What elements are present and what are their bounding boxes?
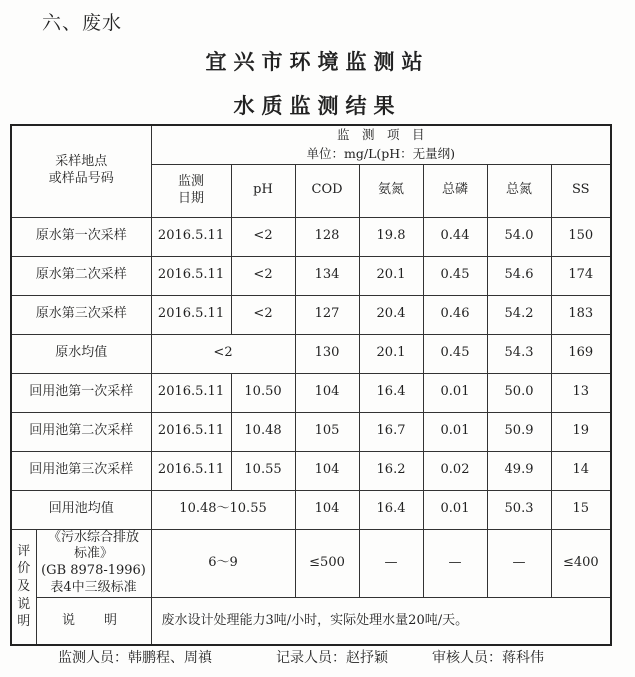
col-header-ss: SS xyxy=(551,164,611,217)
standard-line: (GB 8978-1996) xyxy=(41,563,146,579)
limit-tn: — xyxy=(487,529,551,598)
value-ph: <2 xyxy=(231,256,295,295)
value-nh3n: 20.4 xyxy=(359,295,423,334)
report-title-results: 水质监测结果 xyxy=(233,93,402,118)
value-ss: 19 xyxy=(551,412,611,451)
sample-name: 原水第一次采样 xyxy=(11,217,151,256)
section-heading: 六、废水 xyxy=(42,12,123,34)
value-ss: 13 xyxy=(551,373,611,412)
value-nh3n: 16.7 xyxy=(359,412,423,451)
reviewer-staff: 审核人员：蒋科伟 xyxy=(432,650,544,666)
sample-date: 2016.5.11 xyxy=(151,373,231,412)
limit-tp: — xyxy=(423,529,487,598)
date-header-line1: 监测 xyxy=(178,173,205,189)
standard-line: 标准》 xyxy=(74,546,114,562)
col-header-cod: COD xyxy=(295,164,359,217)
sample-date: 2016.5.11 xyxy=(151,412,231,451)
value-ss: 14 xyxy=(551,451,611,490)
limit-nh3n: — xyxy=(359,529,423,598)
table-row xyxy=(11,373,611,412)
side-label-char: 说 xyxy=(17,596,31,612)
items-title: 监 测 项 目 xyxy=(337,127,425,142)
col-header-tn: 总氮 xyxy=(487,164,551,217)
sample-date: 2016.5.11 xyxy=(151,295,231,334)
value-nh3n: 16.4 xyxy=(359,373,423,412)
sample-date: 2016.5.11 xyxy=(151,451,231,490)
table-row xyxy=(11,412,611,451)
sample-name: 回用池第二次采样 xyxy=(11,412,151,451)
value-tp: 0.01 xyxy=(423,490,487,529)
sample-name: 回用池第一次采样 xyxy=(11,373,151,412)
evaluation-row xyxy=(11,529,611,598)
monitoring-items-header xyxy=(151,125,611,164)
sample-name: 原水第三次采样 xyxy=(11,295,151,334)
value-nh3n: 16.4 xyxy=(359,490,423,529)
value-tn: 54.3 xyxy=(487,334,551,373)
note-text: 废水设计处理能力3吨/小时，实际处理水量20吨/天。 xyxy=(151,598,611,646)
date-header xyxy=(151,164,231,217)
value-cod: 104 xyxy=(295,490,359,529)
value-nh3n: 20.1 xyxy=(359,256,423,295)
standard-line: 表4中三级标准 xyxy=(50,580,137,596)
value-tn: 50.3 xyxy=(487,490,551,529)
note-row xyxy=(11,598,611,646)
col-header-ph: pH xyxy=(231,164,295,217)
col-header-nh3n: 氨氮 xyxy=(359,164,423,217)
value-ph: 10.55 xyxy=(231,451,295,490)
col-header-tp: 总磷 xyxy=(423,164,487,217)
value-ph: 10.48 xyxy=(231,412,295,451)
standard-name xyxy=(36,529,151,598)
sample-date: 2016.5.11 xyxy=(151,217,231,256)
value-ss: 150 xyxy=(551,217,611,256)
sample-header-line2: 或样品号码 xyxy=(48,171,114,187)
limit-ss: ≤400 xyxy=(551,529,611,598)
value-ss: 15 xyxy=(551,490,611,529)
value-ph: 10.50 xyxy=(231,373,295,412)
sample-header-line1: 采样地点 xyxy=(55,154,108,170)
table-row xyxy=(11,217,611,256)
recorder-staff: 记录人员：赵抒颖 xyxy=(276,650,388,666)
side-label-char: 价 xyxy=(17,561,31,577)
date-header-line2: 日期 xyxy=(178,190,205,206)
value-cod: 134 xyxy=(295,256,359,295)
value-cod: 127 xyxy=(295,295,359,334)
value-cod: 130 xyxy=(295,334,359,373)
value-tp: 0.01 xyxy=(423,373,487,412)
value-ph: 10.48～10.55 xyxy=(151,490,295,529)
evaluation-side-label xyxy=(11,529,36,645)
side-label-char: 明 xyxy=(17,614,31,630)
recycle-average-label: 回用池均值 xyxy=(11,490,151,529)
table-row xyxy=(11,256,611,295)
sample-name: 回用池第三次采样 xyxy=(11,451,151,490)
value-tp: 0.02 xyxy=(423,451,487,490)
value-cod: 128 xyxy=(295,217,359,256)
value-cod: 104 xyxy=(295,451,359,490)
value-tn: 54.6 xyxy=(487,256,551,295)
value-ph: <2 xyxy=(231,217,295,256)
value-tp: 0.45 xyxy=(423,334,487,373)
raw-average-row xyxy=(11,334,611,373)
raw-average-label: 原水均值 xyxy=(11,334,151,373)
value-ss: 174 xyxy=(551,256,611,295)
limit-cod: ≤500 xyxy=(295,529,359,598)
table-row xyxy=(11,295,611,334)
value-ph: <2 xyxy=(151,334,295,373)
value-ss: 183 xyxy=(551,295,611,334)
limit-ph: 6～9 xyxy=(151,529,295,598)
value-tp: 0.45 xyxy=(423,256,487,295)
value-tp: 0.44 xyxy=(423,217,487,256)
standard-line: 《污水综合排放 xyxy=(48,529,140,545)
report-title-station: 宜兴市环境监测站 xyxy=(205,49,430,74)
results-table xyxy=(10,124,612,646)
value-tp: 0.46 xyxy=(423,295,487,334)
table-row xyxy=(11,451,611,490)
side-label-char: 及 xyxy=(17,579,31,594)
sample-location-header xyxy=(11,125,151,217)
value-nh3n: 20.1 xyxy=(359,334,423,373)
value-ss: 169 xyxy=(551,334,611,373)
value-cod: 104 xyxy=(295,373,359,412)
value-tn: 54.0 xyxy=(487,217,551,256)
sample-date: 2016.5.11 xyxy=(151,256,231,295)
value-nh3n: 19.8 xyxy=(359,217,423,256)
monitor-staff: 监测人员：韩鹏程、周禛 xyxy=(58,650,212,666)
value-tn: 50.0 xyxy=(487,373,551,412)
value-tn: 50.9 xyxy=(487,412,551,451)
value-tn: 49.9 xyxy=(487,451,551,490)
value-cod: 105 xyxy=(295,412,359,451)
sample-name: 原水第二次采样 xyxy=(11,256,151,295)
units-label: 单位：mg/L(pH：无量纲) xyxy=(306,145,456,161)
value-nh3n: 16.2 xyxy=(359,451,423,490)
note-label: 说 明 xyxy=(36,598,151,646)
side-label-char: 评 xyxy=(17,543,31,559)
value-tp: 0.01 xyxy=(423,412,487,451)
value-tn: 54.2 xyxy=(487,295,551,334)
value-ph: <2 xyxy=(231,295,295,334)
recycle-average-row xyxy=(11,490,611,529)
